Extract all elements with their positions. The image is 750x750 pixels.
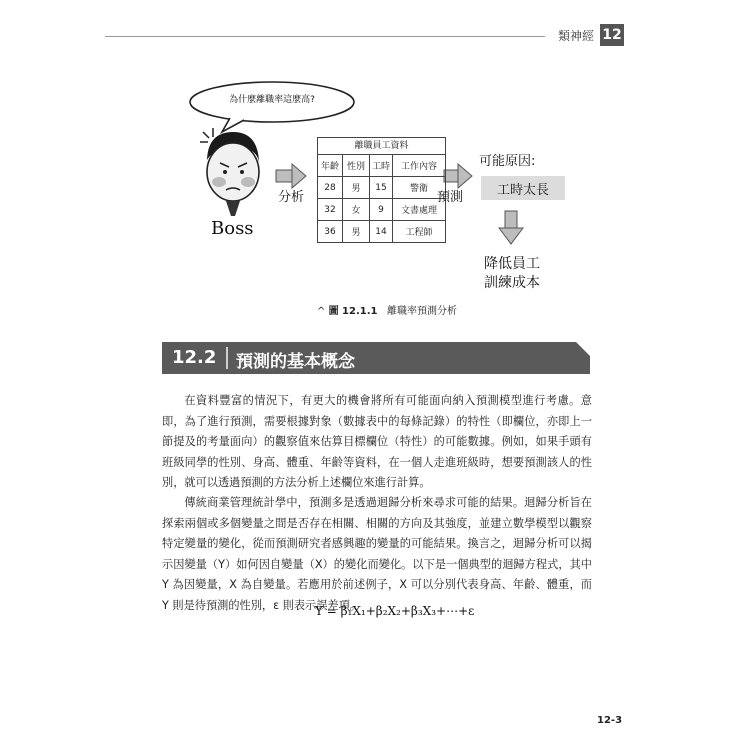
table-cell: 工程師 xyxy=(393,221,446,243)
section-number: 12.2 xyxy=(172,347,217,368)
regression-equation: Y = β₁X₁+β₂X₂+β₃X₃+⋯+ε xyxy=(315,604,475,618)
analyze-label: 分析 xyxy=(278,190,305,205)
table-header-row xyxy=(318,155,446,177)
column-header: 工時 xyxy=(370,155,393,177)
speech-bubble-text: 為什麼離職率這麼高? xyxy=(229,95,315,105)
section-divider xyxy=(226,347,228,369)
arrow-down-icon xyxy=(499,211,523,244)
column-header: 工作內容 xyxy=(393,155,446,177)
table-row xyxy=(318,177,446,199)
result-text xyxy=(484,255,564,293)
predict-label: 預測 xyxy=(437,190,464,205)
table-cell: 男 xyxy=(343,177,370,199)
table-cell: 14 xyxy=(370,221,393,243)
table-cell: 女 xyxy=(343,199,370,221)
possible-cause-value: 工時太長 xyxy=(481,176,565,200)
boss-face-icon xyxy=(207,132,259,216)
arrow-right-icon xyxy=(276,164,306,188)
table-cell: 15 xyxy=(370,177,393,199)
column-header: 性別 xyxy=(343,155,370,177)
table-row xyxy=(318,221,446,243)
table-row xyxy=(318,199,446,221)
body-paragraph: 傳統商業管理統計學中，預測多是透過迴歸分析來尋求可能的結果。迴歸分析旨在探索兩個或多個變量之間是否存在相關、相關的方向及其強度，並建立數學模型以觀察特定變量的變化，從而預測研究者感興趣的變量的可能結果。換言之，迴歸分析可以揭示因變量（Y）如何因自變量（X）的變化而變化。以下是一個典型的迴歸方程式，其中 Y 為因變量，X 為自變量。若應用於前述例子，X 可以分別代表身高、年齡、體重，而 Y 則是待預測的性別，ε 則表示誤差項。 xyxy=(162,496,592,612)
caption-marker: ^ xyxy=(317,306,326,317)
page-number: 12-3 xyxy=(597,715,623,726)
caption-number: 圖 12.1.1 xyxy=(328,306,378,317)
body-paragraph: 在資料豐富的情況下，有更大的機會將所有可能面向納入預測模型進行考慮。意即，為了進行預測，需要根據對象（數據表中的每條記錄）的特性（即欄位，亦即上一節提及的考量面向）的觀察值來估算目標欄位（特性）的可能數據。例如，如果手頭有班級同學的性別、身高、體重、年齡等資料，在一個人走進班級時，想要預測該人的性別，就可以透過預測的方法分析上述欄位來進行計算。 xyxy=(162,394,592,489)
table-cell: 文書處理 xyxy=(393,199,446,221)
arrow-right-icon xyxy=(444,164,472,188)
table-cell: 32 xyxy=(318,199,343,221)
caption-text: 離職率預測分析 xyxy=(387,306,458,317)
table-cell: 9 xyxy=(370,199,393,221)
result-line: 訓練成本 xyxy=(484,275,540,291)
speech-bubble-tail xyxy=(222,118,244,132)
section-title: 預測的基本概念 xyxy=(236,352,355,372)
employee-data-table xyxy=(317,137,446,243)
possible-cause-title: 可能原因: xyxy=(479,154,536,169)
column-header: 年齡 xyxy=(318,155,343,177)
table-cell: 警衛 xyxy=(393,177,446,199)
chapter-number-badge: 12 xyxy=(600,24,624,46)
figure-caption xyxy=(317,302,457,317)
table-cell: 28 xyxy=(318,177,343,199)
chapter-title: 類神經 xyxy=(558,29,595,43)
anger-marks-icon xyxy=(200,128,213,142)
result-line: 降低員工 xyxy=(484,256,540,272)
figure-turnover-analysis xyxy=(0,0,750,320)
boss-label: Boss xyxy=(211,218,254,239)
table-title: 離職員工資料 xyxy=(317,137,446,154)
table-cell: 男 xyxy=(343,221,370,243)
table-cell: 36 xyxy=(318,221,343,243)
